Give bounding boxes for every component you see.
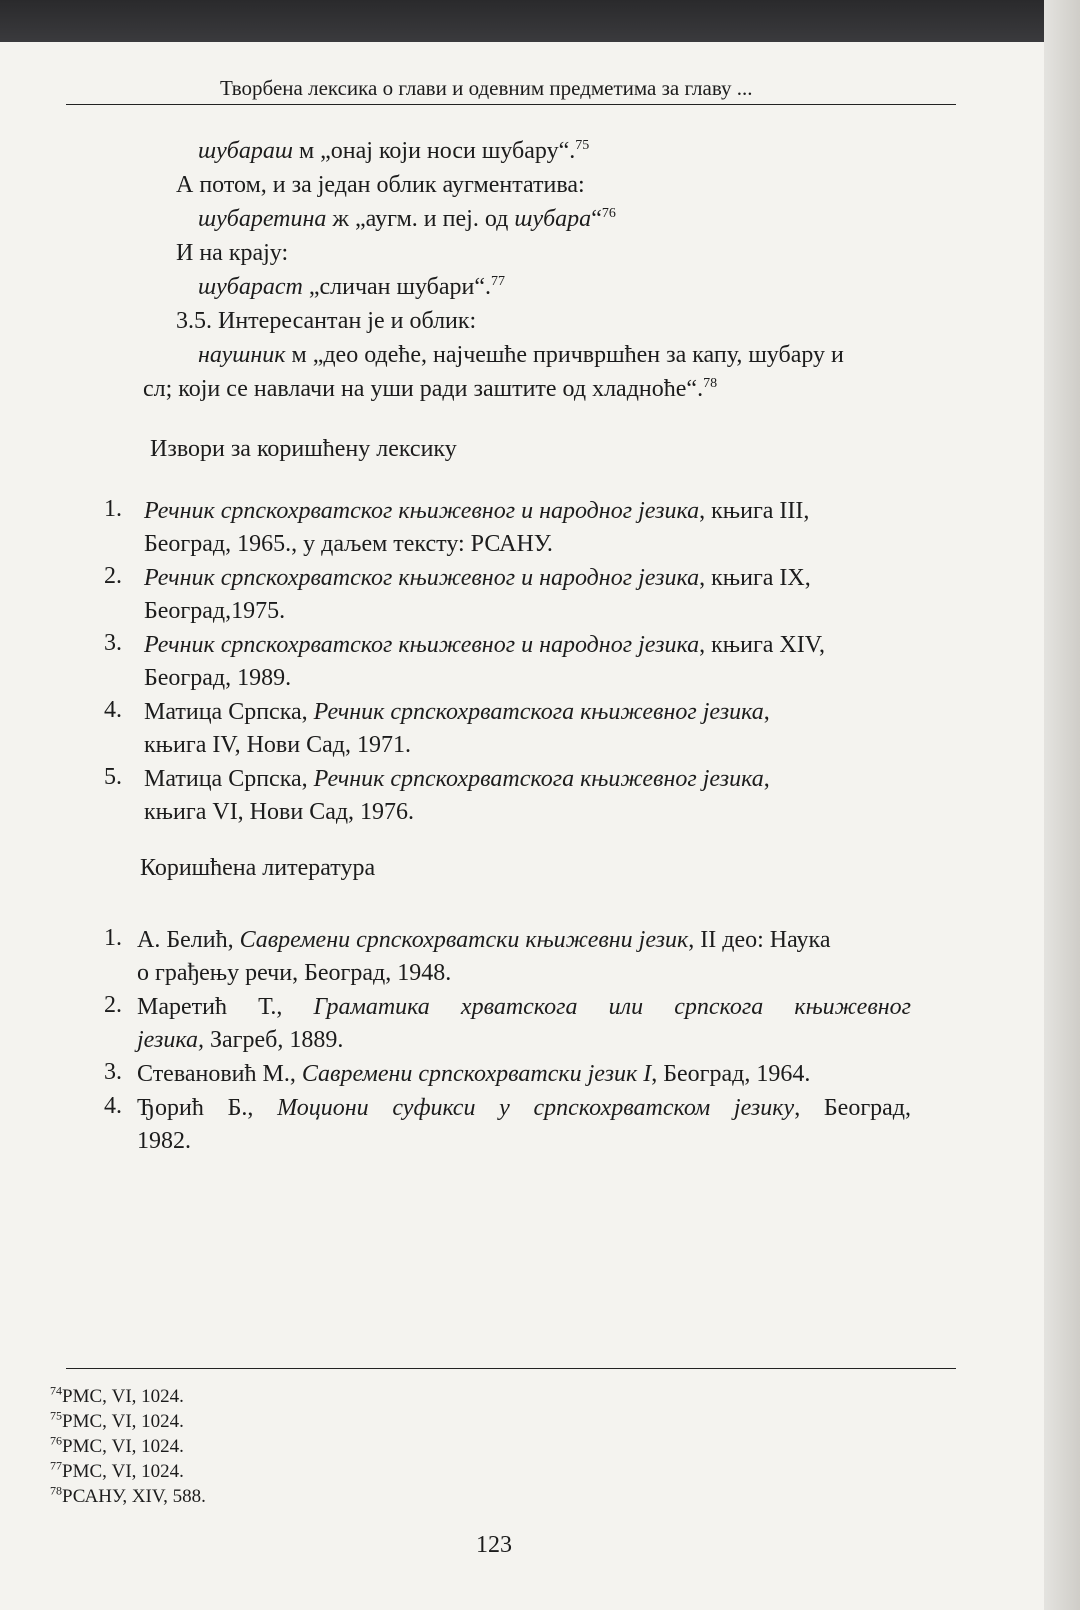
literature-item-line2: о грађењу речи, Београд, 1948. (137, 960, 452, 986)
header-rule (66, 104, 956, 105)
running-header: Творбена лексика о глави и одевним предметима за главу ... (220, 76, 753, 100)
source-item-line2: књига VI, Нови Сад, 1976. (144, 799, 415, 825)
entry-shubaretina: шубаретина ж „аугм. и пеј. од шубара“$^{76}$ (198, 206, 616, 232)
literature-item-line2: језика, Загреб, 1889. (137, 1027, 344, 1053)
list-item-number: 4. (104, 697, 122, 723)
source-item-line2: Београд, 1989. (144, 665, 292, 691)
source-item: Речник српскохрватског књижевног и народног језика, књига III, (144, 498, 810, 524)
entry-naushnik-continued: сл; који се навлачи на уши ради заштите од хладноће“.$^{78}$ (143, 376, 718, 402)
source-item-line2: Београд, 1965., у даљем тексту: РСАНУ. (144, 531, 553, 557)
entry-shubarast: шубараст „сличан шубари“.$^{77}$ (198, 274, 506, 300)
footnote-rule (66, 1368, 956, 1369)
footnote: $^{77}$РМС, VI, 1024. (50, 1458, 184, 1482)
footnote: $^{76}$РМС, VI, 1024. (50, 1433, 184, 1457)
paragraph-finally: И на крају: (176, 240, 289, 266)
source-item: Речник српскохрватског књижевног и народног језика, књига IX, (144, 565, 811, 591)
source-item-line2: књига IV, Нови Сад, 1971. (144, 732, 411, 758)
entry-shubarash: шубараш м „онај који носи шубару“.$^{75}$ (198, 138, 590, 164)
literature-item-line2: 1982. (137, 1128, 191, 1154)
page-edge-shadow (1044, 0, 1080, 1610)
list-item-number: 1. (104, 496, 122, 522)
source-item: Матица Српска, Речник српскохрватскога књижевног језика, (144, 699, 770, 725)
literature-item: Маретић Т., Граматика хрватскога или српскога књижевног (137, 994, 912, 1020)
list-item-number: 3. (104, 630, 122, 656)
list-item-number: 3. (104, 1059, 122, 1085)
footnote: $^{74}$РМС, VI, 1024. (50, 1383, 184, 1407)
source-item-line2: Београд,1975. (144, 598, 286, 624)
literature-heading: Коришћена литература (140, 855, 376, 881)
literature-item: А. Белић, Савремени српскохрватски књижевни језик, II део: Наука (137, 927, 831, 953)
scan-top-band (0, 0, 1080, 42)
list-item-number: 5. (104, 764, 122, 790)
source-item: Матица Српска, Речник српскохрватскога књижевног језика, (144, 766, 770, 792)
footnote: $^{75}$РМС, VI, 1024. (50, 1408, 184, 1432)
list-item-number: 2. (104, 992, 122, 1018)
paragraph-augmentative: А потом, и за један облик аугментатива: (176, 172, 585, 198)
page-number: 123 (476, 1532, 512, 1558)
source-item: Речник српскохрватског књижевног и народног језика, књига XIV, (144, 632, 825, 658)
literature-item: Стевановић М., Савремени српскохрватски језик I, Београд, 1964. (137, 1061, 811, 1087)
list-item-number: 2. (104, 563, 122, 589)
sources-heading: Извори за коришћену лексику (150, 436, 457, 462)
literature-item: Ђорић Б., Моциони суфикси у српскохрватском језику, Београд, (137, 1095, 912, 1121)
footnote: $^{78}$РСАНУ, XIV, 588. (50, 1483, 206, 1507)
entry-naushnik: наушник м „део одеће, најчешће причвршћен за капу, шубару и (198, 342, 844, 368)
list-item-number: 1. (104, 925, 122, 951)
list-item-number: 4. (104, 1093, 122, 1119)
section-3-5: 3.5. Интересантан је и облик: (176, 308, 477, 334)
